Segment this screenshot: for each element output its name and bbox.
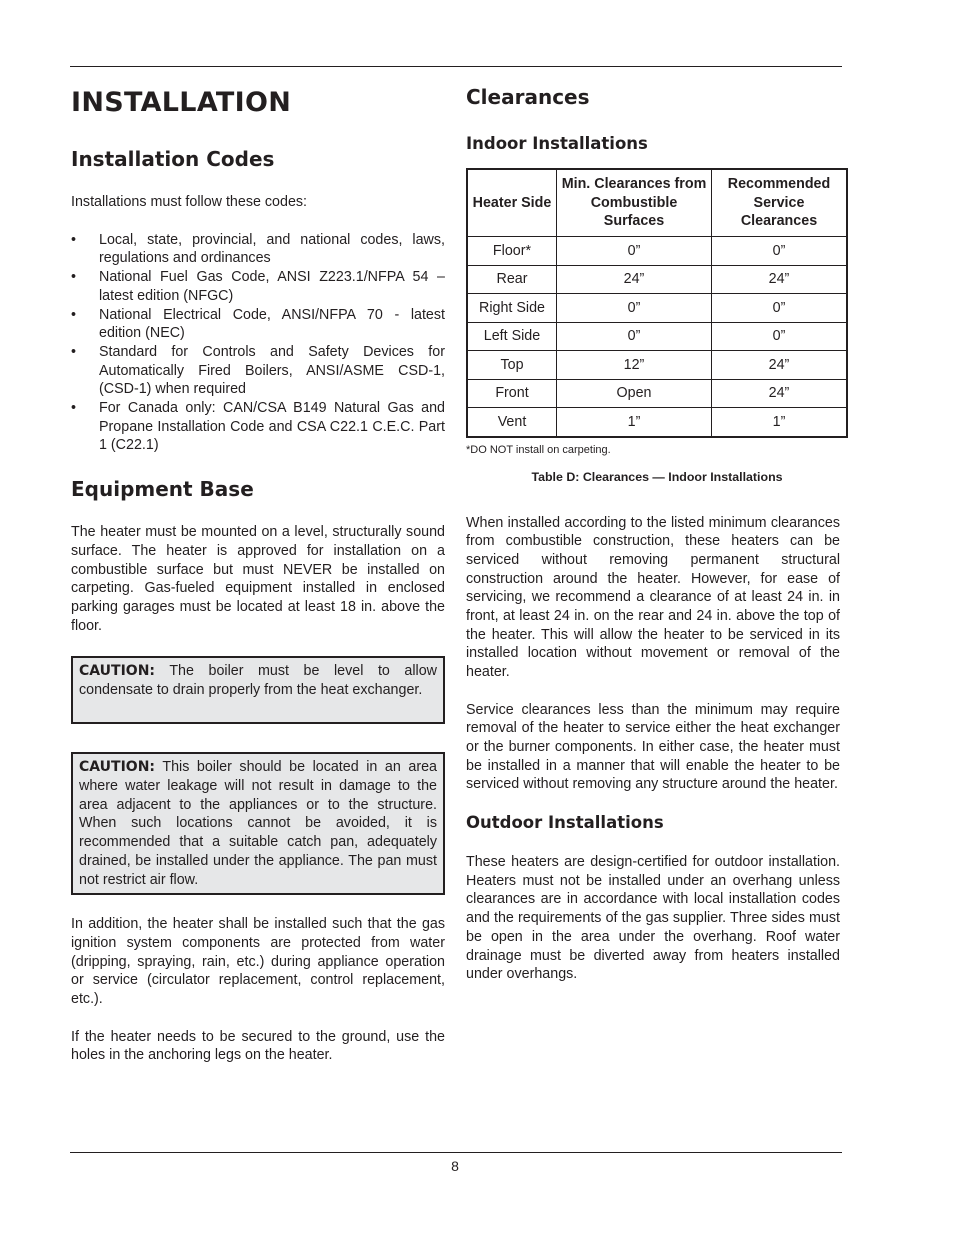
list-item: • Local, state, provincial, and national codes, laws, regulations and ordinances	[71, 231, 445, 267]
anchoring-paragraph: If the heater needs to be secured to the ground, use the holes in the anchoring legs on the heater.	[71, 1028, 445, 1064]
equipment-base-paragraph: The heater must be mounted on a level, structurally sound surface. The heater is approved for installation on a combustible surface but must NEVER be installed on carpeting. Gas-fueled equipment installed in enclosed parking garages must be located at least 18 in. above the floor.	[71, 524, 445, 634]
codes-list	[71, 231, 445, 455]
list-item: • National Fuel Gas Code, ANSI Z223.1/NFPA 54 – latest edition (NFGC)	[71, 269, 445, 304]
table-row: Top 12” 24”	[467, 351, 847, 380]
caution-text: This boiler should be located in an area where water leakage will not result in damage to the area adjacent to the appliances or to the structure. When such locations cannot be avoided, it is recommended that a suitable catch pan, adequately drained, be installed under the appliance. The pan must not restrict air flow.	[79, 759, 437, 888]
equipment-base-heading: Equipment Base	[71, 477, 254, 502]
right-column	[466, 80, 840, 984]
caution-label: CAUTION:	[79, 663, 156, 680]
caution-box-level	[71, 656, 445, 724]
table-header-row	[467, 169, 847, 237]
table-row: Floor* 0” 0”	[467, 237, 847, 266]
table-caption: Table D: Clearances — Indoor Installations	[531, 469, 783, 484]
outdoor-paragraph: These heaters are design-certified for outdoor installation. Heaters must not be installed under an overhang unless clearances are in accordance with local installation codes and the requirements of the gas supplier. Three sides must be open in the area under the overhang. Roof water drainage must be diverted away from heaters installed under overhangs.	[466, 854, 840, 983]
table-row: Vent 1” 1”	[467, 408, 847, 437]
caution-box-leakage	[71, 752, 445, 895]
codes-intro: Installations must follow these codes:	[71, 194, 308, 210]
clearances-heading: Clearances	[466, 85, 590, 109]
caution-label: CAUTION:	[79, 759, 156, 776]
column-header-heater-side: Heater Side	[467, 169, 557, 237]
table-row: Right Side 0” 0”	[467, 294, 847, 323]
clearances-table	[466, 168, 848, 438]
clearances-paragraph: When installed according to the listed minimum clearances from combustible construction, these heaters can be serviced without removing permanent structural construction around the heater. However, for ease of servicing, we recommend a clearance of at least 24 in. in front, at least 24 in. on the rear and 24 in. above the top of the heater. This will allow the heater to be serviced in its installed location without movement or removal of the heater.	[466, 514, 840, 681]
table-row: Rear 24” 24”	[467, 265, 847, 294]
installation-codes-heading: Installation Codes	[71, 147, 275, 171]
top-rule	[70, 66, 842, 67]
indoor-installations-heading: Indoor Installations	[466, 134, 648, 153]
bottom-rule	[70, 1152, 842, 1153]
table-row: Left Side 0” 0”	[467, 322, 847, 351]
ignition-protection-paragraph: In addition, the heater shall be installed such that the gas ignition system components are protected from water (dripping, spraying, rain, etc.) during appliance operation or service (circulator replacement, control replacement, etc.).	[71, 916, 445, 1008]
left-column	[71, 80, 445, 1065]
table-footnote: *DO NOT install on carpeting.	[466, 443, 611, 456]
page-number: 8	[451, 1158, 459, 1174]
page-title: INSTALLATION	[71, 87, 292, 118]
table-row: Front Open 24”	[467, 379, 847, 408]
list-item: • Standard for Controls and Safety Devices for Automatically Fired Boilers, ANSI/ASME CSD-1, (CSD-1) when required	[71, 343, 445, 398]
column-header-recommended: Recommended Service Clearances	[712, 169, 848, 237]
column-header-min-clearances: Min. Clearances from Combustible Surfaces	[557, 169, 712, 237]
service-clearances-paragraph: Service clearances less than the minimum may require removal of the heater to service either the heat exchanger or the burner components. In either case, the heater must be installed in a manner that will enable the heater to be serviced without removing any structure around the heater.	[466, 701, 840, 793]
list-item: • For Canada only: CAN/CSA B149 Natural Gas and Propane Installation Code and CSA C22.1 C.E.C. Part 1 (C22.1)	[71, 400, 445, 454]
caution-text: The boiler must be level to allow condensate to drain properly from the heat exchanger.	[79, 663, 437, 699]
list-item: • National Electrical Code, ANSI/NFPA 70 - latest edition (NEC)	[71, 306, 445, 342]
outdoor-installations-heading: Outdoor Installations	[466, 813, 664, 833]
